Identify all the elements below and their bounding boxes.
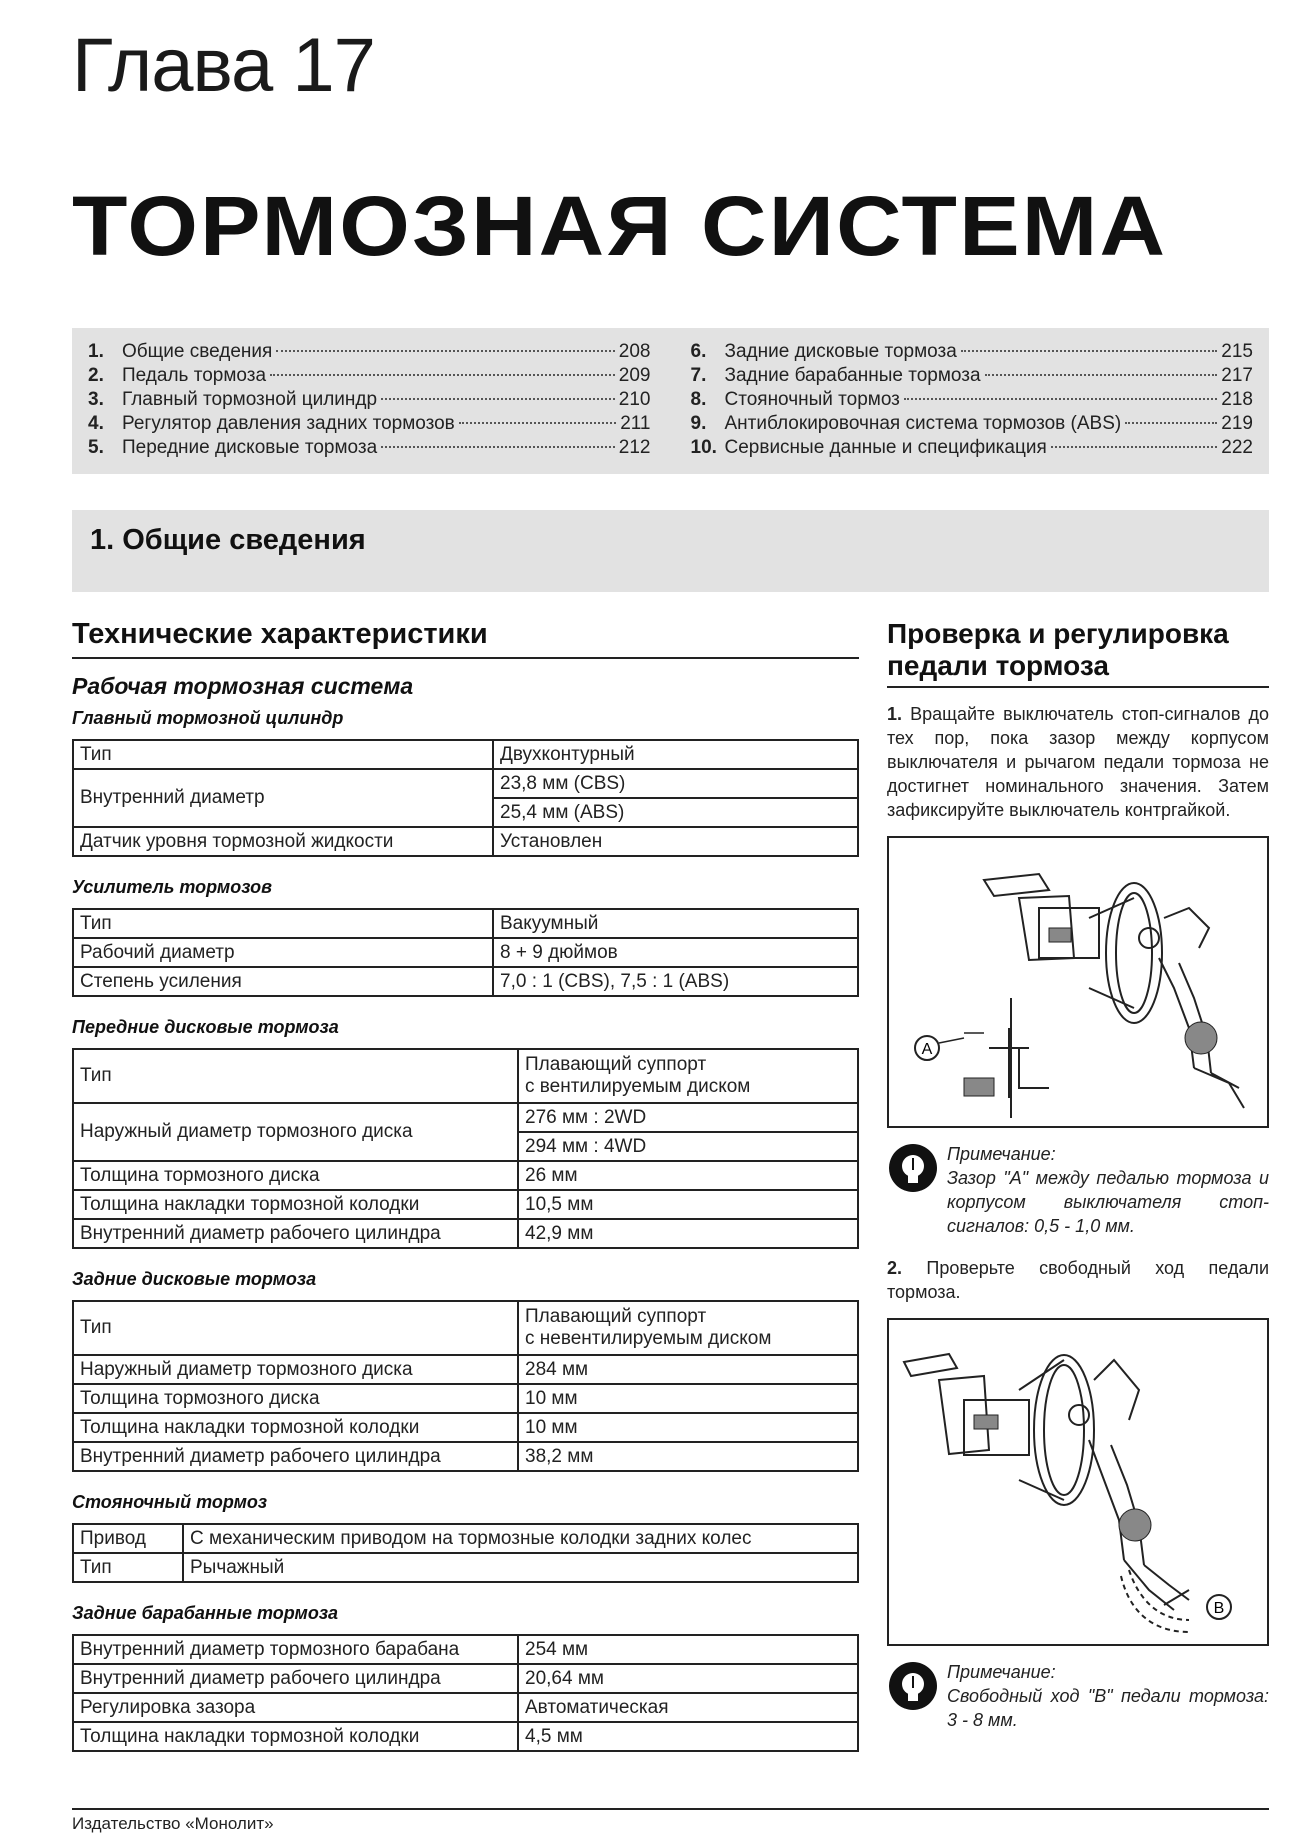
toc-num: 6.: [690, 341, 707, 362]
toc-item[interactable]: [691, 388, 1254, 412]
note-title: Примечание:: [947, 1662, 1056, 1682]
toc-item[interactable]: [691, 436, 1254, 460]
table-row: [73, 1664, 858, 1693]
table-cell: Толщина накладки тормозной колодки: [73, 1722, 518, 1751]
table-row: [73, 1384, 858, 1413]
table-row: [73, 1524, 858, 1553]
note-title: Примечание:: [947, 1144, 1056, 1164]
service-brake-heading: Рабочая тормозная система: [72, 673, 414, 699]
toc-item[interactable]: [88, 388, 651, 412]
chapter-title: ТОРМОЗНАЯ СИСТЕМА: [72, 179, 1168, 273]
table-cell: Привод: [73, 1524, 183, 1553]
note-text: [947, 1142, 1269, 1238]
master-cylinder-table: [72, 739, 859, 857]
toc-label: Сервисные данные и спецификация: [724, 437, 1047, 458]
toc-item[interactable]: [691, 340, 1254, 364]
lightbulb-icon: [887, 1142, 939, 1194]
cell-line: с невентилируемым диском: [525, 1328, 772, 1349]
table-row: [73, 938, 858, 967]
table-cell: 4,5 мм: [518, 1722, 858, 1751]
toc-column-right: [691, 340, 1254, 462]
note-text: [947, 1660, 1269, 1732]
toc-num: 2.: [88, 365, 104, 386]
rear-disc-table: [72, 1300, 859, 1472]
cell-line: Плавающий суппорт: [525, 1054, 707, 1075]
table-cell: Двухконтурный: [493, 740, 858, 769]
table-cell: Вакуумный: [493, 909, 858, 938]
toc-leader: [985, 374, 1218, 376]
footer-divider: [72, 1808, 1269, 1810]
specs-heading: Технические характеристики: [72, 618, 859, 659]
table-row: [73, 1553, 858, 1582]
toc-label: Главный тормозной цилиндр: [122, 389, 378, 410]
table-cell: Внутренний диаметр рабочего цилиндра: [73, 1442, 518, 1471]
toc-item[interactable]: [88, 364, 651, 388]
table-cell: Установлен: [493, 827, 858, 856]
toc-leader: [276, 350, 614, 352]
toc-leader: [1051, 446, 1218, 448]
table-row: [73, 1635, 858, 1664]
table-row: [73, 740, 858, 769]
callout-a-label: A: [921, 1041, 933, 1058]
step-text: Проверьте свободный ход педали тормоза.: [887, 1258, 1269, 1302]
table-row: [73, 1693, 858, 1722]
table-cell: 20,64 мм: [518, 1664, 858, 1693]
table-cell: [518, 1301, 858, 1355]
table-cell: Толщина накладки тормозной колодки: [73, 1190, 518, 1219]
table-cell: Толщина тормозного диска: [73, 1384, 518, 1413]
table-row: [73, 1413, 858, 1442]
table-cell: Степень усиления: [73, 967, 493, 996]
rear-drum-table: [72, 1634, 859, 1752]
table-cell: Рабочий диаметр: [73, 938, 493, 967]
table-row: [73, 827, 858, 856]
table-cell: Толщина накладки тормозной колодки: [73, 1413, 518, 1442]
toc-label: Педаль тормоза: [122, 365, 267, 386]
table-row: [73, 1049, 858, 1103]
table-cell: Датчик уровня тормозной жидкости: [73, 827, 493, 856]
parking-brake-table: [72, 1523, 859, 1583]
table-cell: 254 мм: [518, 1635, 858, 1664]
table-cell: 294 мм : 4WD: [518, 1132, 858, 1161]
table-cell: 10 мм: [518, 1384, 858, 1413]
note-1: [887, 1142, 1269, 1238]
table-cell: Тип: [73, 1553, 183, 1582]
toc-leader: [381, 446, 615, 448]
table-row: [73, 967, 858, 996]
booster-heading: Усилитель тормозов: [72, 877, 273, 897]
toc-page: 208: [618, 341, 651, 362]
toc-item[interactable]: [691, 364, 1254, 388]
publisher-footer: Издательство «Монолит»: [72, 1814, 274, 1833]
toc-num: 7.: [690, 365, 707, 386]
rear-drum-heading: Задние барабанные тормоза: [72, 1603, 339, 1623]
table-cell: Внутренний диаметр тормозного барабана: [73, 1635, 518, 1664]
toc-num: 4.: [88, 413, 104, 434]
toc-leader: [459, 422, 616, 424]
lightbulb-icon: [887, 1660, 939, 1712]
table-cell: Тип: [73, 1049, 518, 1103]
callout-b-label: B: [1213, 1600, 1225, 1617]
specs-column: [72, 618, 859, 1772]
toc-label: Передние дисковые тормоза: [122, 437, 378, 458]
rear-disc-heading: Задние дисковые тормоза: [72, 1269, 317, 1289]
note-body: Свободный ход "B" педали тормоза: 3 - 8 мм.: [947, 1686, 1269, 1730]
table-cell: Толщина тормозного диска: [73, 1161, 518, 1190]
step-1: [887, 702, 1269, 822]
toc-label: Общие сведения: [122, 341, 273, 362]
toc-label: Антиблокировочная система тормозов (ABS): [724, 413, 1122, 434]
front-disc-table: [72, 1048, 859, 1249]
table-row: [73, 909, 858, 938]
table-cell: Внутренний диаметр: [73, 769, 493, 827]
toc-leader: [270, 374, 615, 376]
pedal-diagram-1: [889, 838, 1267, 1126]
table-row: [73, 1301, 858, 1355]
pedal-diagram-2: [889, 1320, 1267, 1644]
table-cell: Тип: [73, 740, 493, 769]
note-2: [887, 1660, 1269, 1732]
toc-num: 8.: [690, 389, 707, 410]
chapter-number: Глава 17: [72, 23, 375, 108]
toc-leader: [961, 350, 1218, 352]
table-cell: 8 + 9 дюймов: [493, 938, 858, 967]
table-cell: 38,2 мм: [518, 1442, 858, 1471]
toc-num: 3.: [88, 389, 104, 410]
table-cell: 23,8 мм (CBS): [493, 769, 858, 798]
toc-leader: [381, 398, 615, 400]
table-cell: 26 мм: [518, 1161, 858, 1190]
cell-line: Плавающий суппорт: [525, 1306, 707, 1327]
table-cell: Наружный диаметр тормозного диска: [73, 1355, 518, 1384]
table-cell: С механическим приводом на тормозные колодки задних колес: [183, 1524, 858, 1553]
section-heading: 1. Общие сведения: [72, 510, 1269, 592]
toc-page: 211: [620, 413, 651, 434]
toc-item[interactable]: [88, 436, 651, 460]
cell-line: с вентилируемым диском: [525, 1076, 751, 1097]
toc-page: 210: [618, 389, 651, 410]
step-number: 2.: [887, 1258, 903, 1278]
toc-page: 217: [1221, 365, 1253, 386]
table-row: [73, 1442, 858, 1471]
table-cell: Наружный диаметр тормозного диска: [73, 1103, 518, 1161]
table-cell: 7,0 : 1 (CBS), 7,5 : 1 (ABS): [493, 967, 858, 996]
table-row: [73, 769, 858, 798]
table-cell: 10 мм: [518, 1413, 858, 1442]
table-row: [73, 1190, 858, 1219]
toc-num: 9.: [690, 413, 707, 434]
toc-page: 209: [618, 365, 651, 386]
table-cell: Рычажный: [183, 1553, 858, 1582]
toc-leader: [904, 398, 1217, 400]
booster-table: [72, 908, 859, 997]
table-cell: 25,4 мм (ABS): [493, 798, 858, 827]
table-of-contents: [72, 328, 1269, 474]
toc-item[interactable]: [88, 340, 651, 364]
table-cell: Автоматическая: [518, 1693, 858, 1722]
toc-page: 222: [1221, 437, 1253, 458]
toc-page: 215: [1221, 341, 1253, 362]
toc-item[interactable]: [88, 412, 651, 436]
table-row: [73, 1722, 858, 1751]
table-cell: 10,5 мм: [518, 1190, 858, 1219]
toc-label: Задние дисковые тормоза: [724, 341, 957, 362]
toc-page: 212: [618, 437, 651, 458]
toc-num: 10.: [690, 437, 717, 458]
parking-brake-heading: Стояночный тормоз: [72, 1492, 268, 1512]
master-cylinder-heading: Главный тормозной цилиндр: [72, 708, 344, 728]
table-cell: Внутренний диаметр рабочего цилиндра: [73, 1219, 518, 1248]
table-cell: Внутренний диаметр рабочего цилиндра: [73, 1664, 518, 1693]
table-row: [73, 1355, 858, 1384]
table-cell: 42,9 мм: [518, 1219, 858, 1248]
toc-num: 5.: [88, 437, 104, 458]
toc-label: Регулятор давления задних тормозов: [122, 413, 455, 434]
pedal-column: [887, 618, 1269, 1750]
step-2: [887, 1256, 1269, 1304]
step-number: 1.: [887, 704, 903, 724]
table-row: [73, 1219, 858, 1248]
note-body: Зазор "А" между педалью тормоза и корпусом выключателя стоп-сигналов: 0,5 - 1,0 мм.: [947, 1168, 1269, 1236]
toc-leader: [1125, 422, 1217, 424]
figure-pedal-free-play: [887, 1318, 1269, 1646]
toc-label: Задние барабанные тормоза: [724, 365, 981, 386]
toc-item[interactable]: [691, 412, 1254, 436]
toc-page: 218: [1221, 389, 1253, 410]
front-disc-heading: Передние дисковые тормоза: [72, 1017, 339, 1037]
table-cell: Регулировка зазора: [73, 1693, 518, 1722]
step-text: Вращайте выключатель стоп-сигналов до тех пор, пока зазор между корпусом выключателя и рычагом педали тормоза не достигнет номинального значения. Затем зафиксируйте выключатель контргайкой.: [887, 704, 1269, 820]
toc-num: 1.: [88, 341, 104, 362]
toc-label: Стояночный тормоз: [724, 389, 900, 410]
table-cell: Тип: [73, 909, 493, 938]
table-cell: 276 мм : 2WD: [518, 1103, 858, 1132]
toc-page: 219: [1221, 413, 1253, 434]
table-cell: 284 мм: [518, 1355, 858, 1384]
pedal-heading: Проверка и регулировка педали тормоза: [887, 618, 1269, 688]
figure-brake-switch-gap: [887, 836, 1269, 1128]
table-cell: Тип: [73, 1301, 518, 1355]
toc-column-left: [88, 340, 651, 462]
table-row: [73, 1103, 858, 1132]
table-cell: [518, 1049, 858, 1103]
table-row: [73, 1161, 858, 1190]
